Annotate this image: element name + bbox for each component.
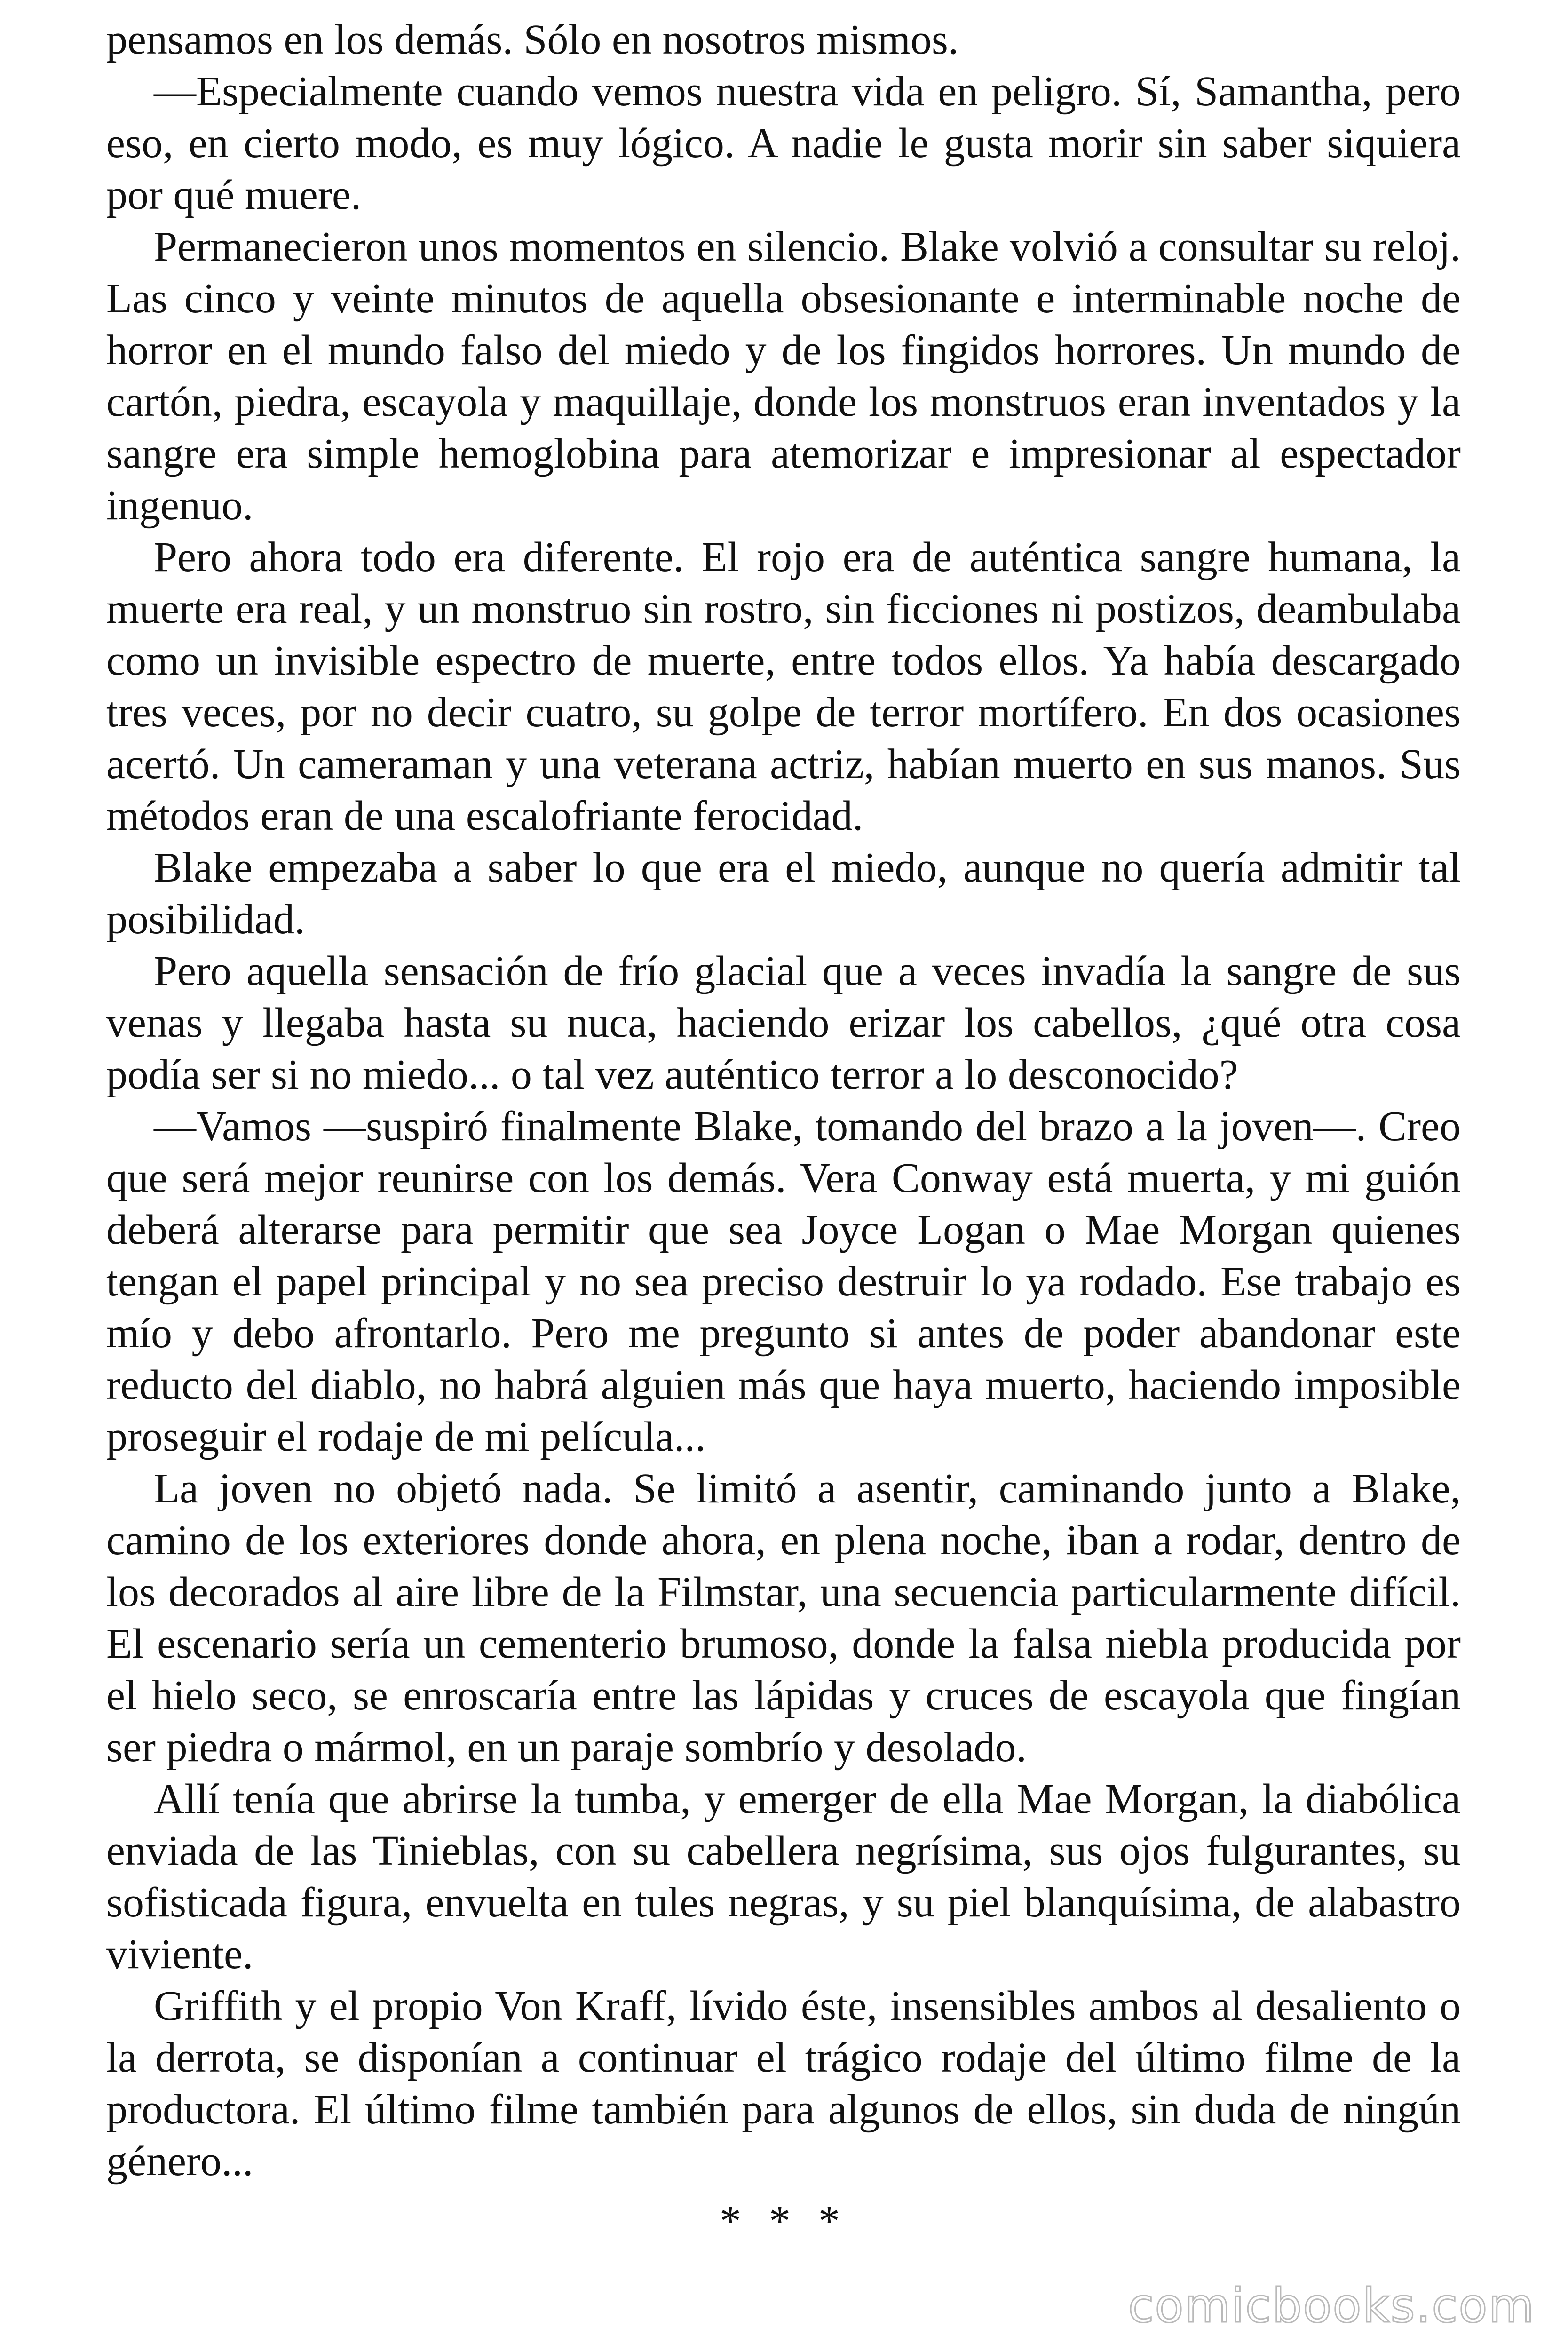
paragraph-10: Griffith y el propio Von Kraff, lívido éste, insensibles ambos al desaliento o la derrota, se disponían a continuar el trágico rodaje del último filme de la productora. El último filme también para algunos de ellos, sin duda de ningún género... (106, 1983, 1461, 2185)
paragraph-5: Blake empezaba a saber lo que era el miedo, aunque no quería admitir tal posibilidad. (106, 844, 1461, 943)
paragraph-2: —Especialmente cuando vemos nuestra vida en peligro. Sí, Samantha, pero eso, en cierto modo, es muy lógico. A nadie le gusta morir sin saber siquiera por qué muere. (106, 68, 1461, 218)
paragraph-8: La joven no objetó nada. Se limitó a asentir, caminando junto a Blake, camino de los exteriores donde ahora, en plena noche, iban a rodar, dentro de los decorados al aire libre de la Filmstar, una secuencia particularmente difícil. El escenario sería un cementerio brumoso, donde la falsa niebla producida por el hielo seco, se enroscaría entre las lápidas y cruces de escayola que fingían ser piedra o mármol, en un paraje sombrío y desolado. (106, 1465, 1461, 1771)
paragraph-9: Allí tenía que abrirse la tumba, y emerger de ella Mae Morgan, la diabólica enviada de las Tinieblas, con su cabellera negrísima, sus ojos fulgurantes, su sofisticada figura, envuelta en tules negras, y su piel blanquísima, de alabastro viviente. (106, 1776, 1461, 1978)
section-separator: * * * (720, 2197, 848, 2245)
page-body (106, 14, 1461, 2187)
paragraph-4: Pero ahora todo era diferente. El rojo era de auténtica sangre humana, la muerte era real, y un monstruo sin rostro, sin ficciones ni postizos, deambulaba como un invisible espectro de muerte, entre todos ellos. Ya había descargado tres veces, por no decir cuatro, su golpe de terror mortífero. En dos ocasiones acertó. Un cameraman y una veterana actriz, habían muerto en sus manos. Sus métodos eran de una escalofriante ferocidad. (106, 534, 1461, 839)
watermark-logo: comicbooks.com (1128, 2278, 1535, 2333)
paragraph-7: —Vamos —suspiró finalmente Blake, tomando del brazo a la joven—. Creo que será mejor reunirse con los demás. Vera Conway está muerta, y mi guión deberá alterarse para permitir que sea Joyce Logan o Mae Morgan quienes tengan el papel principal y no sea preciso destruir lo ya rodado. Ese trabajo es mío y debo afrontarlo. Pero me pregunto si antes de poder abandonar este reducto del diablo, no habrá alguien más que haya muerto, haciendo imposible proseguir el rodaje de mi película... (106, 1103, 1461, 1460)
paragraph-3: Permanecieron unos momentos en silencio. Blake volvió a consultar su reloj. Las cinco y veinte minutos de aquella obsesionante e interminable noche de horror en el mundo falso del miedo y de los fingidos horrores. Un mundo de cartón, piedra, escayola y maquillaje, donde los monstruos eran inventados y la sangre era simple hemoglobina para atemorizar e impresionar al espectador ingenuo. (106, 223, 1461, 529)
paragraph-1: pensamos en los demás. Sólo en nosotros mismos. (106, 16, 959, 63)
paragraph-6: Pero aquella sensación de frío glacial que a veces invadía la sangre de sus venas y llegaba hasta su nuca, haciendo erizar los cabellos, ¿qué otra cosa podía ser si no miedo... o tal vez auténtico terror a lo desconocido? (106, 948, 1461, 1098)
